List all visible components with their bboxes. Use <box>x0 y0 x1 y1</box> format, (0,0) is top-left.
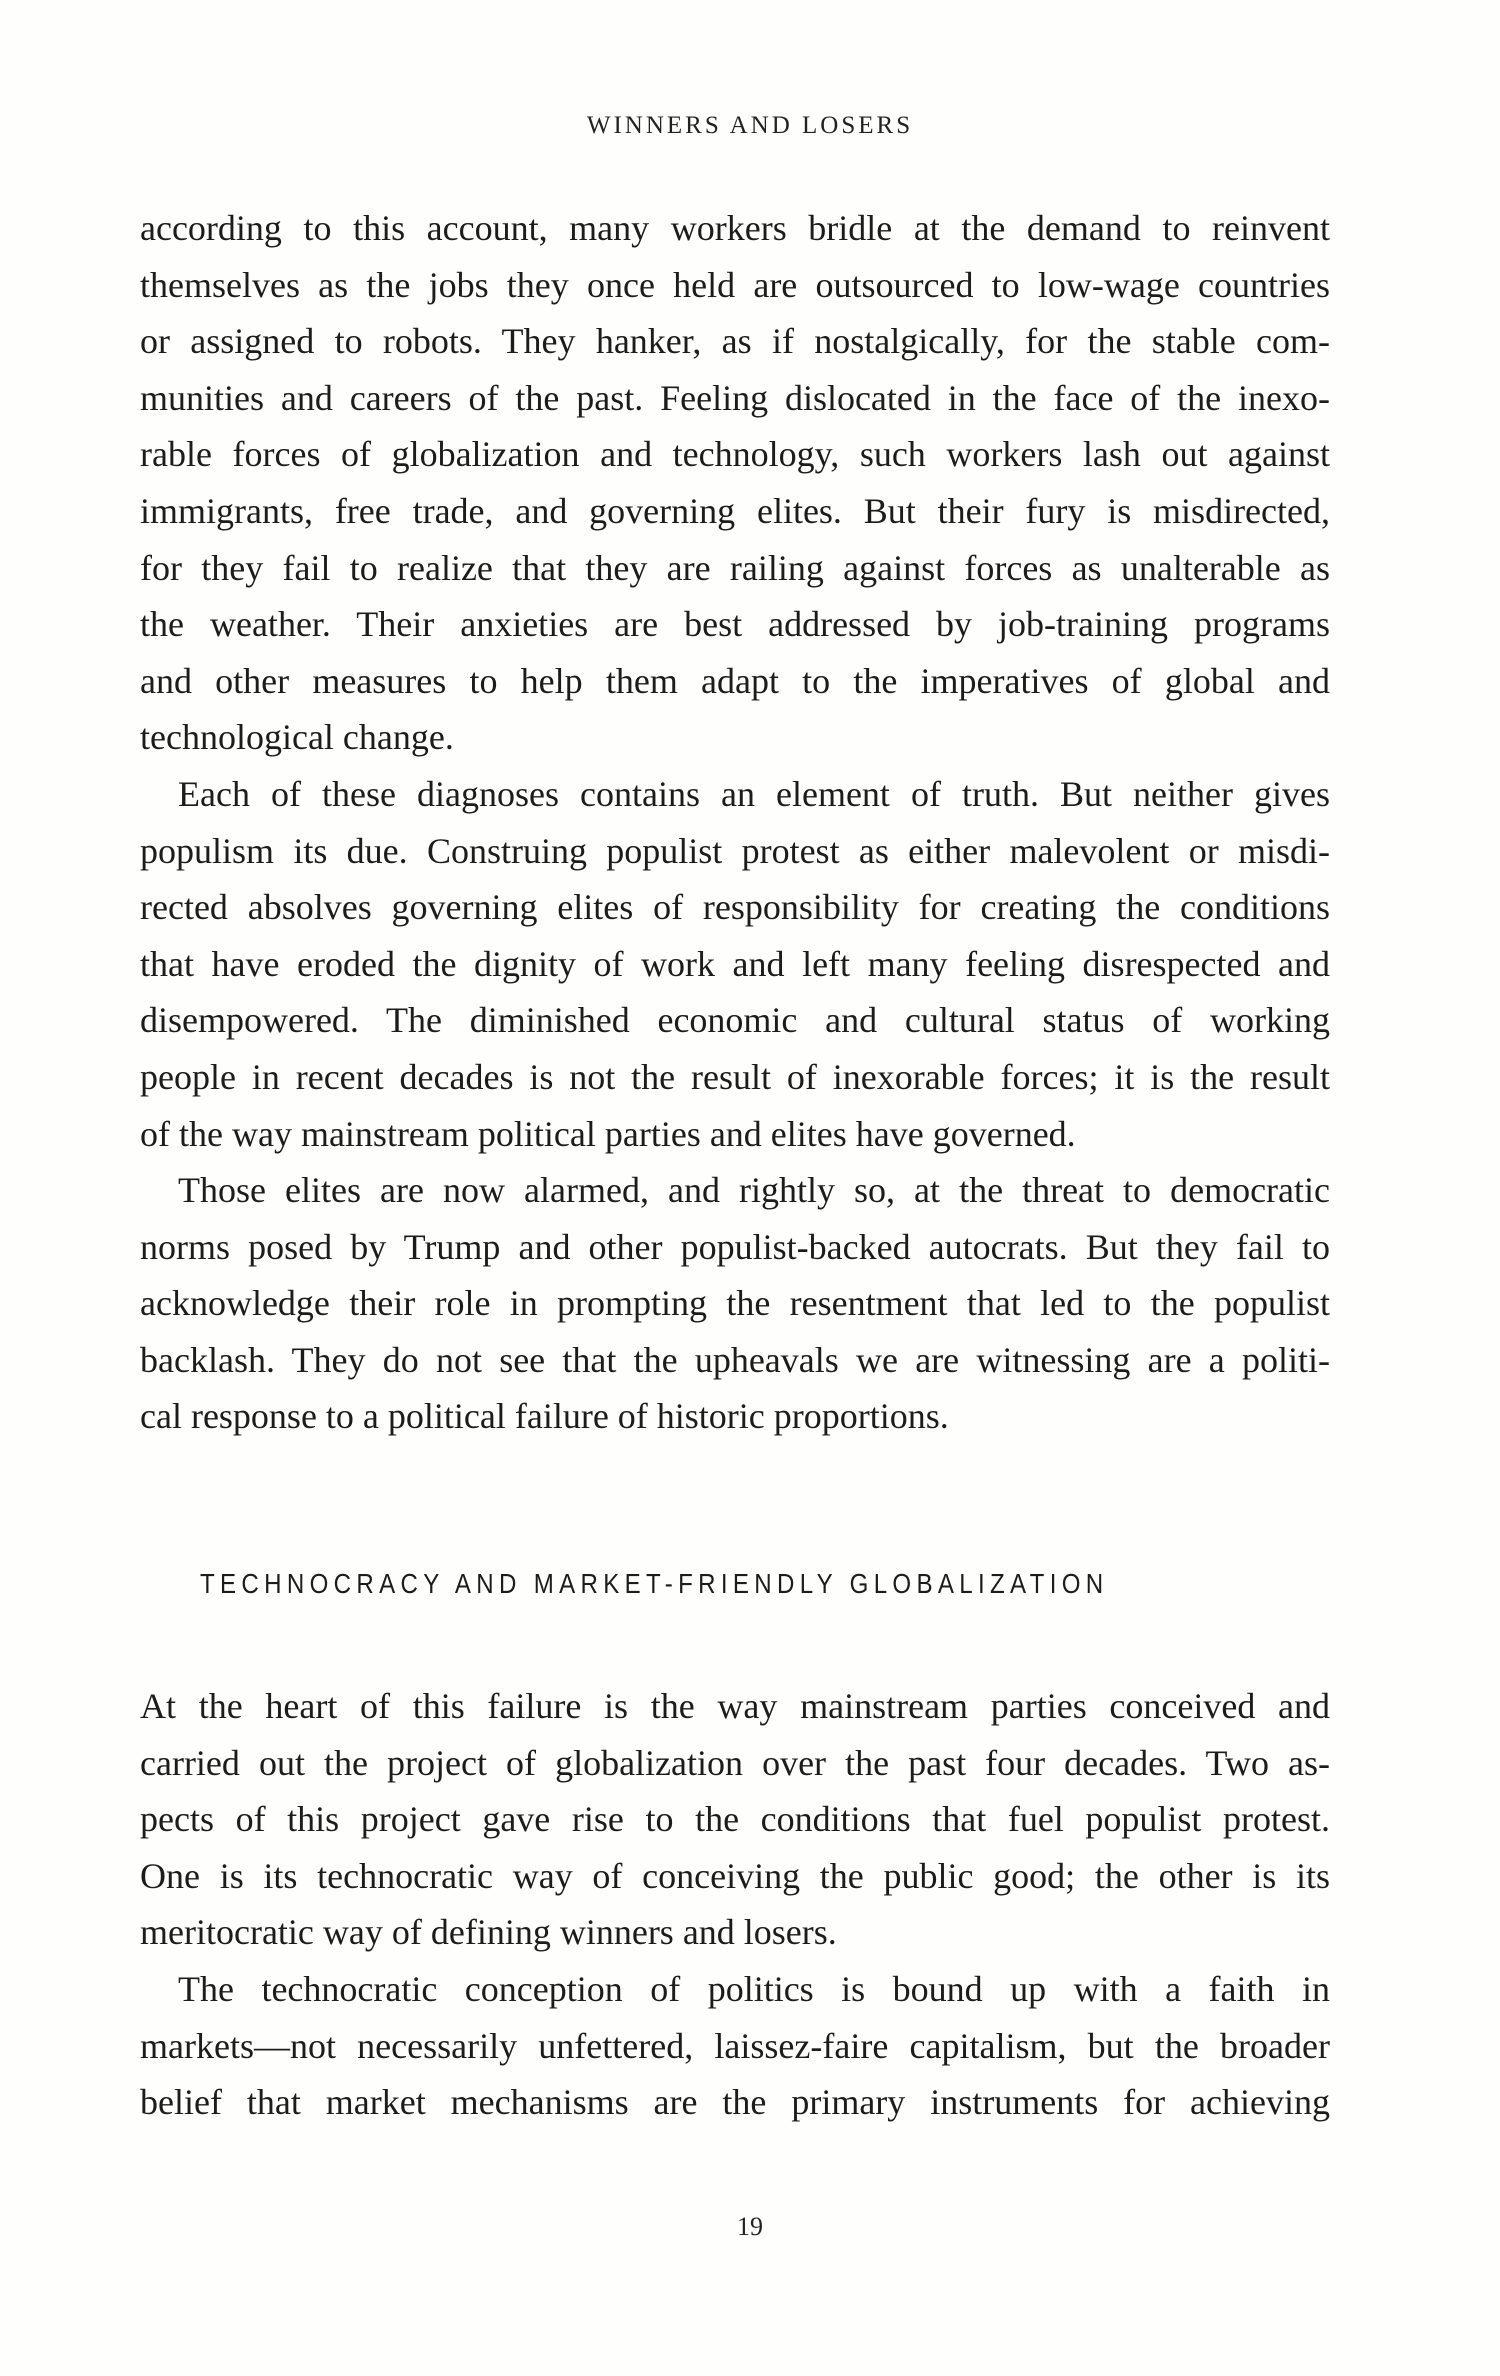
paragraph <box>140 200 1330 766</box>
running-head: WINNERS AND LOSERS <box>586 112 914 139</box>
text-line: populism its due. Construing populist protest as either malevolent or misdi- <box>140 830 1330 871</box>
text-line: backlash. They do not see that the upheavals we are witnessing are a politi- <box>140 1339 1330 1380</box>
text-line: that have eroded the dignity of work and left many feeling disrespected and <box>140 943 1330 984</box>
body-text-top <box>140 200 1330 1445</box>
text-line: and other measures to help them adapt to the imperatives of global and <box>140 660 1330 701</box>
body-text-bottom <box>140 1678 1330 2131</box>
text-line: Those elites are now alarmed, and rightly so, at the threat to democratic <box>178 1170 1330 1211</box>
text-line: markets—not necessarily unfettered, laissez-faire capitalism, but the broader <box>140 2025 1330 2066</box>
text-line: themselves as the jobs they once held are outsourced to low-wage countries <box>140 264 1330 305</box>
text-line: of the way mainstream political parties and elites have governed. <box>140 1113 1076 1154</box>
text-line: or assigned to robots. They hanker, as if nostalgically, for the stable com- <box>140 321 1330 362</box>
text-line: for they fail to realize that they are railing against forces as unalterable as <box>140 547 1330 588</box>
text-line: cal response to a political failure of historic proportions. <box>140 1396 949 1437</box>
text-line: At the heart of this failure is the way mainstream parties conceived and <box>140 1686 1330 1726</box>
text-line: meritocratic way of defining winners and losers. <box>140 1912 837 1953</box>
text-line: pects of this project gave rise to the conditions that fuel populist protest. <box>140 1799 1330 1840</box>
paragraph <box>140 1961 1330 2131</box>
text-line: Each of these diagnoses contains an element of truth. But neither gives <box>178 773 1330 814</box>
text-line: disempowered. The diminished economic and cultural status of working <box>140 1000 1330 1041</box>
text-line: technological change. <box>140 717 454 758</box>
text-line: norms posed by Trump and other populist-backed autocrats. But they fail to <box>140 1226 1330 1267</box>
section-heading: TECHNOCRACY AND MARKET-FRIENDLY GLOBALIZATION <box>200 1568 1109 1599</box>
page-number: 19 <box>737 2212 763 2241</box>
paragraph <box>140 1162 1330 1445</box>
paragraph <box>140 766 1330 1162</box>
text-line: acknowledge their role in prompting the resentment that led to the populist <box>140 1283 1330 1324</box>
text-line: belief that market mechanisms are the primary instruments for achieving <box>140 2082 1330 2123</box>
text-line: rable forces of globalization and technology, such workers lash out against <box>140 434 1330 475</box>
paragraph <box>140 1678 1330 1961</box>
text-line: carried out the project of globalization over the past four decades. Two as- <box>140 1742 1330 1783</box>
text-line: rected absolves governing elites of responsibility for creating the conditions <box>140 887 1330 928</box>
text-line: immigrants, free trade, and governing elites. But their fury is misdirected, <box>140 490 1330 531</box>
text-line: according to this account, many workers bridle at the demand to reinvent <box>140 208 1330 248</box>
text-line: One is its technocratic way of conceiving the public good; the other is its <box>140 1855 1330 1896</box>
text-line: munities and careers of the past. Feeling dislocated in the face of the inexo- <box>140 377 1330 418</box>
text-line: people in recent decades is not the result of inexorable forces; it is the result <box>140 1056 1330 1097</box>
text-line: the weather. Their anxieties are best addressed by job-training programs <box>140 604 1330 645</box>
text-line: The technocratic conception of politics is bound up with a faith in <box>178 1968 1330 2009</box>
